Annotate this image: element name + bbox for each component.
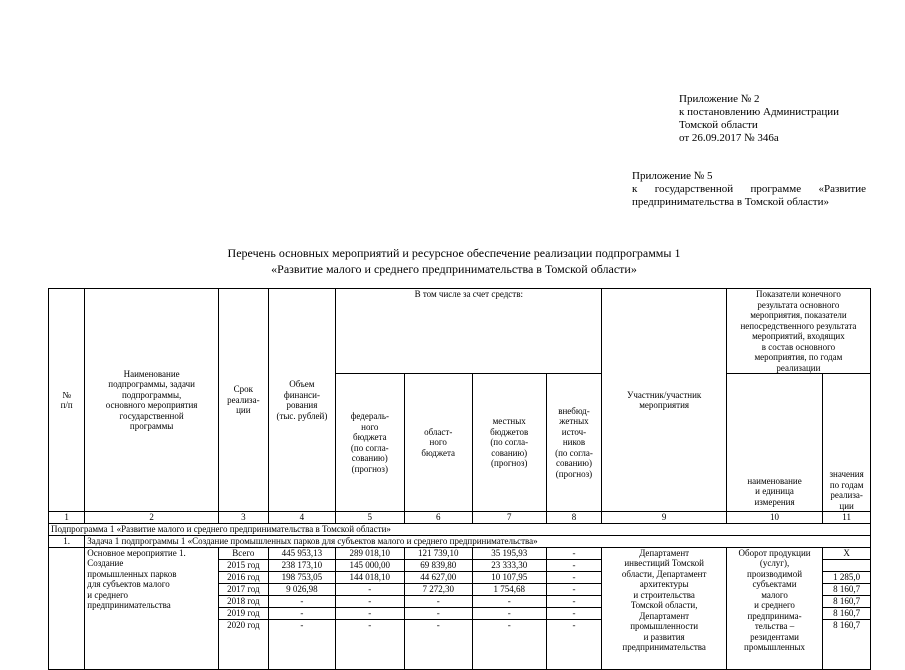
header-indicator-values: значения по годам реализа- ции (823, 374, 871, 512)
row-federal: - (336, 583, 404, 595)
measure-name: Основное мероприятие 1. Создание промышленных парков для субъектов малого и среднего предпринимательства (85, 547, 219, 669)
subprogram-row: Подпрограмма 1 «Развитие малого и среднего предпринимательства в Томской области» (49, 523, 871, 535)
header-regional: област- ного бюджета (404, 374, 472, 512)
appendix-5-line: предпринимательства в Томской области» (632, 196, 829, 208)
row-federal: - (336, 619, 404, 669)
row-extra: - (546, 595, 602, 607)
row-local: - (472, 619, 546, 669)
row-volume: - (268, 619, 335, 669)
row-term: Всего (218, 547, 268, 559)
participant-cell: Департамент инвестиций Томской области, Департамент архитектуры и строительства Томской области, Департамент промышленности и развития предпринимательства (602, 547, 726, 669)
appendix-2-line: к постановлению Администрации (679, 106, 840, 118)
indicator-value: 8 160,7 (823, 607, 871, 619)
header-indicators: Показатели конечного результата основного мероприятия, показатели непосредственного результата мероприятий, входящих в состав основного мероприятия, по годам реализации (726, 289, 870, 374)
header-name: Наименование подпрограммы, задачи подпрограммы, основного мероприятия государственной программы (85, 289, 219, 512)
appendix-2-line: от 26.09.2017 № 346а (679, 132, 779, 144)
row-federal: 289 018,10 (336, 547, 404, 559)
column-number: 6 (404, 512, 472, 524)
row-volume: 238 173,10 (268, 559, 335, 571)
row-regional: 44 627,00 (404, 571, 472, 583)
appendix-2-block (679, 93, 839, 145)
appendix-5-line: к государственной программе «Развитие (632, 183, 866, 195)
indicator-value: X (823, 547, 871, 559)
row-local: 35 195,93 (472, 547, 546, 559)
row-federal: - (336, 595, 404, 607)
row-federal: 145 000,00 (336, 559, 404, 571)
column-number: 2 (85, 512, 219, 524)
header-participant: Участник/участник мероприятия (602, 289, 726, 512)
row-local: 1 754,68 (472, 583, 546, 595)
column-number: 10 (726, 512, 822, 524)
row-regional: - (404, 607, 472, 619)
appendix-2-line: Приложение № 2 (679, 93, 760, 105)
row-regional: 69 839,80 (404, 559, 472, 571)
row-extra: - (546, 559, 602, 571)
row-federal: 144 018,10 (336, 571, 404, 583)
appendix-5-title: Приложение № 5 (632, 170, 713, 182)
row-term: 2015 год (218, 559, 268, 571)
indicator-name-cell: Оборот продукции (услуг), производимой субъектами малого и среднего предпринима- тельства – резидентами промышленных (726, 547, 822, 669)
header-sources: В том числе за счет средств: (336, 289, 602, 374)
row-term: 2019 год (218, 607, 268, 619)
header-indicator-name: наименование и единица измерения (726, 374, 822, 512)
header-volume: Объем финанси- рования (тыс. рублей) (268, 289, 335, 512)
appendix-5-block (632, 170, 866, 209)
document-title-line: «Развитие малого и среднего предпринимательства в Томской области» (271, 262, 637, 276)
indicator-value: 8 160,7 (823, 595, 871, 607)
column-number: 7 (472, 512, 546, 524)
column-number: 1 (49, 512, 85, 524)
indicator-value (823, 559, 871, 571)
header-extra: внебюд- жетных источ- ников (по согла- сованию) (прогноз) (546, 374, 602, 512)
column-number: 4 (268, 512, 335, 524)
row-local: 23 333,30 (472, 559, 546, 571)
row-federal: - (336, 607, 404, 619)
row-local: - (472, 607, 546, 619)
measures-table (48, 288, 871, 670)
row-extra: - (546, 607, 602, 619)
task-number: 1. (49, 535, 85, 547)
row-regional: 121 739,10 (404, 547, 472, 559)
row-regional: 7 272,30 (404, 583, 472, 595)
row-volume: - (268, 595, 335, 607)
row-term: 2020 год (218, 619, 268, 669)
row-extra: - (546, 619, 602, 669)
row-volume: - (268, 607, 335, 619)
appendix-2-line: Томской области (679, 119, 758, 131)
row-local: - (472, 595, 546, 607)
row-volume: 9 026,98 (268, 583, 335, 595)
row-extra: - (546, 571, 602, 583)
column-number: 3 (218, 512, 268, 524)
row-regional: - (404, 619, 472, 669)
document-title-line: Перечень основных мероприятий и ресурсное обеспечение реализации подпрограммы 1 (227, 246, 681, 260)
row-local: 10 107,95 (472, 571, 546, 583)
column-number: 8 (546, 512, 602, 524)
row-regional: - (404, 595, 472, 607)
header-local: местных бюджетов (по согла- сованию) (прогноз) (472, 374, 546, 512)
row-term: 2016 год (218, 571, 268, 583)
row-term: 2018 год (218, 595, 268, 607)
row-extra: - (546, 583, 602, 595)
header-num: № п/п (49, 289, 85, 512)
indicator-value: 8 160,7 (823, 619, 871, 669)
column-numbers-row (49, 512, 871, 524)
task-title: Задача 1 подпрограммы 1 «Создание промышленных парков для субъектов малого и среднего предпринимательства» (85, 535, 871, 547)
measure-number-cell (49, 547, 85, 669)
column-number: 11 (823, 512, 871, 524)
indicator-value: 1 285,0 (823, 571, 871, 583)
document-title (120, 245, 788, 277)
row-volume: 198 753,05 (268, 571, 335, 583)
row-term: 2017 год (218, 583, 268, 595)
header-federal: федераль- ного бюджета (по согла- сованию) (прогноз) (336, 374, 404, 512)
indicator-value: 8 160,7 (823, 583, 871, 595)
header-term: Срок реализа- ции (218, 289, 268, 512)
row-volume: 445 953,13 (268, 547, 335, 559)
row-extra: - (546, 547, 602, 559)
column-number: 5 (336, 512, 404, 524)
column-number: 9 (602, 512, 726, 524)
